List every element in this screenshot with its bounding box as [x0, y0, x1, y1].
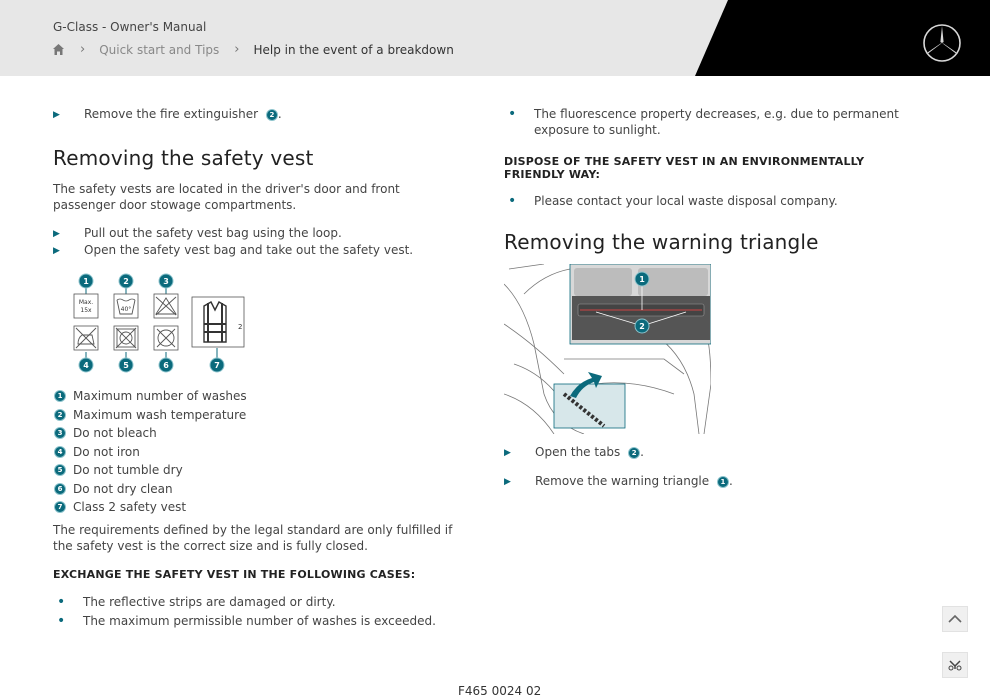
step-end: . — [728, 474, 733, 488]
bullet-dot-icon: • — [508, 193, 517, 209]
mercedes-star-logo — [922, 23, 962, 63]
legend-number: 6 — [54, 483, 66, 495]
step-arrow-icon: ▶ — [53, 246, 60, 256]
step-open-tabs — [504, 444, 924, 461]
step-remove-triangle — [504, 473, 924, 490]
section-heading-safety-vest: Removing the safety vest — [53, 146, 314, 170]
breadcrumb-current: Help in the event of a breakdown — [253, 42, 454, 57]
breadcrumb-link-quick-start[interactable]: Quick start and Tips — [99, 42, 220, 57]
step-text: Pull out the safety vest bag using the loop. — [84, 226, 342, 240]
tools-button[interactable] — [942, 652, 968, 678]
list-item-text: The maximum permissible number of washes is exceeded. — [83, 614, 436, 628]
callout-number: 2 — [266, 109, 278, 121]
list-item — [53, 594, 463, 610]
figure-callout: 2 — [639, 322, 645, 331]
step-text: Remove the warning triangle — [535, 474, 710, 488]
step-arrow-icon: ▶ — [53, 110, 60, 120]
left-column — [53, 100, 463, 259]
legend-item — [54, 387, 247, 406]
breadcrumb — [52, 42, 454, 57]
step-arrow-icon: ▶ — [53, 229, 60, 239]
bullet-dot-icon: • — [508, 106, 517, 122]
legend-number: 3 — [54, 427, 66, 439]
class-label: 2 — [238, 323, 243, 331]
list-item-text: Please contact your local waste disposal company. — [534, 194, 838, 208]
legend-text: Do not tumble dry — [73, 463, 183, 478]
figure-callout: 1 — [83, 277, 89, 286]
exchange-list — [53, 594, 463, 629]
figure-callout: 3 — [163, 277, 169, 286]
list-item — [504, 193, 924, 209]
legend-text: Maximum wash temperature — [73, 407, 247, 422]
figure-code: F465 0024 02 — [458, 684, 542, 698]
legend-text: Maximum number of washes — [73, 389, 247, 404]
legend-item — [54, 461, 247, 480]
warning-triangle-figure — [504, 264, 711, 434]
list-item — [504, 106, 924, 138]
dispose-heading: DISPOSE OF THE SAFETY VEST IN AN ENVIRONMENTALLY FRIENDLY WAY: — [504, 155, 865, 181]
figure-callout: 6 — [163, 361, 169, 370]
callout-number: 2 — [628, 447, 640, 459]
step-text: Remove the fire extinguisher — [84, 107, 259, 121]
bullet-dot-icon: • — [57, 594, 66, 610]
legend-text: Do not dry clean — [73, 481, 173, 496]
scroll-to-top-button[interactable] — [942, 606, 968, 632]
legend-item — [54, 424, 247, 443]
chevron-right-icon: › — [234, 42, 240, 57]
tools-icon — [948, 659, 962, 671]
figure-callout: 1 — [639, 275, 645, 284]
bullet-dot-icon: • — [57, 613, 66, 629]
document-title: G-Class - Owner's Manual — [53, 20, 207, 34]
step-pull-out — [53, 225, 463, 242]
legend-text: Do not iron — [73, 444, 140, 459]
list-item-text: The fluorescence property decreases, e.g. due to permanent exposure to sunlight. — [534, 107, 899, 137]
legend-number: 7 — [54, 501, 66, 513]
step-arrow-icon: ▶ — [504, 477, 511, 487]
chevron-up-icon — [948, 614, 962, 624]
care-legend — [54, 387, 247, 517]
figure-callout: 2 — [123, 277, 129, 286]
step-open-bag — [53, 242, 463, 259]
chevron-right-icon: › — [80, 42, 86, 57]
legend-number: 4 — [54, 446, 66, 458]
step-text: Open the tabs — [535, 445, 621, 459]
step-remove-fire-extinguisher — [53, 106, 463, 123]
legend-item — [54, 480, 247, 499]
figure-callout: 5 — [123, 361, 129, 370]
right-column — [504, 100, 924, 254]
home-icon[interactable] — [52, 43, 65, 56]
legend-text: Class 2 safety vest — [73, 500, 187, 515]
legend-number: 5 — [54, 464, 66, 476]
figure-callout: 4 — [83, 361, 89, 370]
legend-text: Do not bleach — [73, 426, 157, 441]
exchange-heading: EXCHANGE THE SAFETY VEST IN THE FOLLOWING CASES: — [53, 568, 416, 581]
vest-steps — [53, 225, 463, 259]
step-arrow-icon: ▶ — [504, 448, 511, 458]
figure-callout: 7 — [214, 361, 220, 370]
lower-left-section — [53, 522, 463, 629]
list-item — [53, 613, 463, 629]
care-symbols-figure — [70, 272, 270, 382]
max-label: Max. — [78, 299, 94, 306]
callout-number: 1 — [717, 476, 729, 488]
intro-paragraph: The safety vests are located in the driver's door and front passenger door stowage compartments. — [53, 182, 400, 212]
list-item-text: The reflective strips are damaged or dirty. — [83, 595, 336, 609]
legend-item — [54, 406, 247, 425]
step-end: . — [277, 107, 282, 121]
legend-item — [54, 443, 247, 462]
step-text: Open the safety vest bag and take out the safety vest. — [84, 243, 414, 257]
step-end: . — [640, 445, 644, 459]
triangle-steps — [504, 444, 924, 490]
header-bar — [0, 0, 990, 76]
temp-label: 40° — [120, 306, 132, 313]
section-heading-warning-triangle: Removing the warning triangle — [504, 230, 819, 254]
legend-number: 1 — [54, 390, 66, 402]
requirements-paragraph: The requirements defined by the legal standard are only fulfilled if the safety vest is the correct size and is fully closed. — [53, 523, 453, 553]
legend-item — [54, 498, 247, 517]
legend-number: 2 — [54, 409, 66, 421]
max-count-label: 15x — [80, 307, 92, 314]
